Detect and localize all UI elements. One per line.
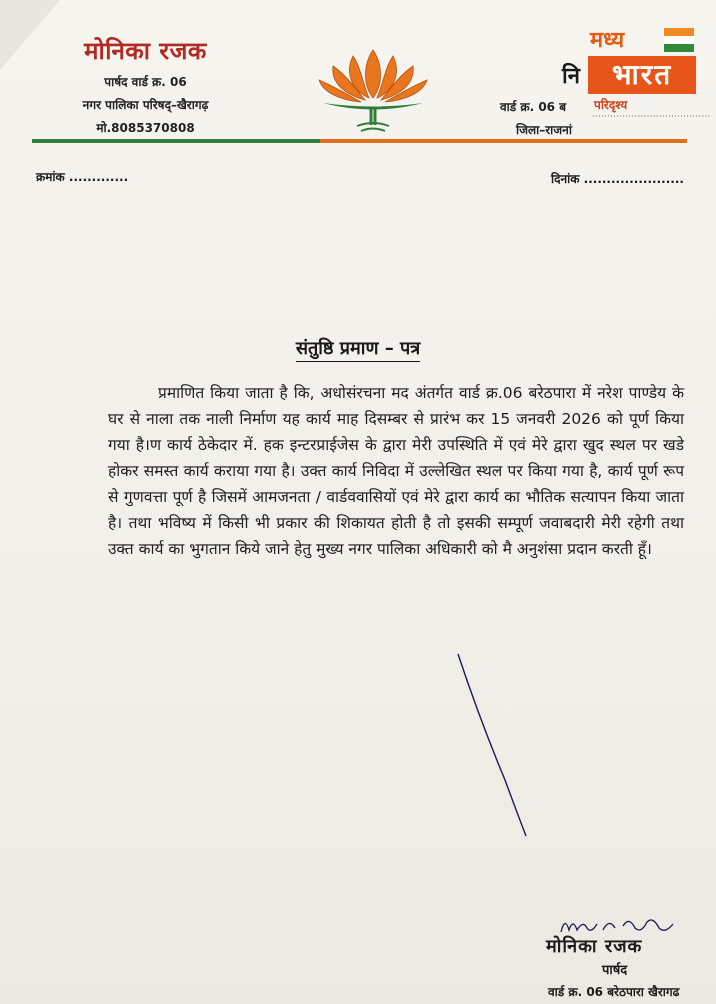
- letterhead-divider: [32, 139, 687, 143]
- madhya-bharat-watermark-logo: [588, 26, 711, 126]
- date-field: दिनांक ......................: [551, 172, 684, 186]
- watermark-dots: ·······································: [592, 112, 711, 121]
- signatory-role: पार्षद: [602, 963, 628, 978]
- signatory-ward: वार्ड क्र. 06 बरेठपारा खैरागढ: [548, 985, 680, 999]
- councillor-name: मोनिका रजक: [84, 37, 207, 65]
- tricolor-flag-icon: [664, 28, 694, 52]
- signatory-name: मोनिका रजक: [546, 936, 643, 957]
- watermark-madhya: मध्य: [590, 28, 625, 53]
- municipal-council: नगर पालिका परिषद्–खैरागढ़: [82, 98, 209, 112]
- letterhead-right-district: जिला–राजनां: [516, 123, 572, 137]
- watermark-paridrishya: परिदृश्य: [594, 98, 628, 112]
- councillor-ward: पार्षद वार्ड क्र. 06: [104, 75, 187, 89]
- letterhead-right-ward: वार्ड क्र. 06 ब: [500, 100, 567, 114]
- lotus-icon: [313, 40, 433, 135]
- signature-stroke: [450, 650, 530, 840]
- document-title-text: संतुष्ठि प्रमाण – पत्र: [296, 338, 420, 362]
- document-title: [0, 336, 716, 360]
- watermark-bharat: भारत: [588, 56, 696, 94]
- serial-number-field: क्रमांक .............: [36, 170, 129, 184]
- certificate-body: प्रमाणित किया जाता है कि, अधोसंरचना मद अंतर्गत वार्ड क्र.06 बरेठपारा में नरेश पाण्डेय के घर से नाला तक नाली निर्माण यह कार्य माह दिसम्बर से प्रारंभ कर 15 जनवरी 2026 को पूर्ण किया गया है।ण कार्य ठेकेदार में. हक इन्टरप्राईजेस के द्वारा मेरी उपस्थिति में एवं मेरे द्वारा खुद स्थल पर खडे होकर समस्त कार्य कराया गया है। उक्त कार्य निविदा में उल्लेखित स्थल पर किया गया है, कार्य पूर्ण रूप से गुणवत्ता पूर्ण है जिसमें आमजनता / वार्डववासियों एवं मेरे द्वारा कार्य का भौतिक सत्यापन किया जाता है। तथा भविष्य में किसी भी प्रकार की शिकायत होती है तो इसकी सम्पूर्ण जवाबदारी मेरी रहेगी तथा उक्त कार्य का भुगतान किये जाने हेतु मुख्य नगर पालिका अधिकारी को मै अनुशंसा प्रदान करती हूँ।: [108, 384, 684, 558]
- letterhead-left: [38, 34, 253, 136]
- letterhead-right-title: नि: [562, 64, 580, 89]
- councillor-phone: मो.8085370808: [96, 121, 195, 135]
